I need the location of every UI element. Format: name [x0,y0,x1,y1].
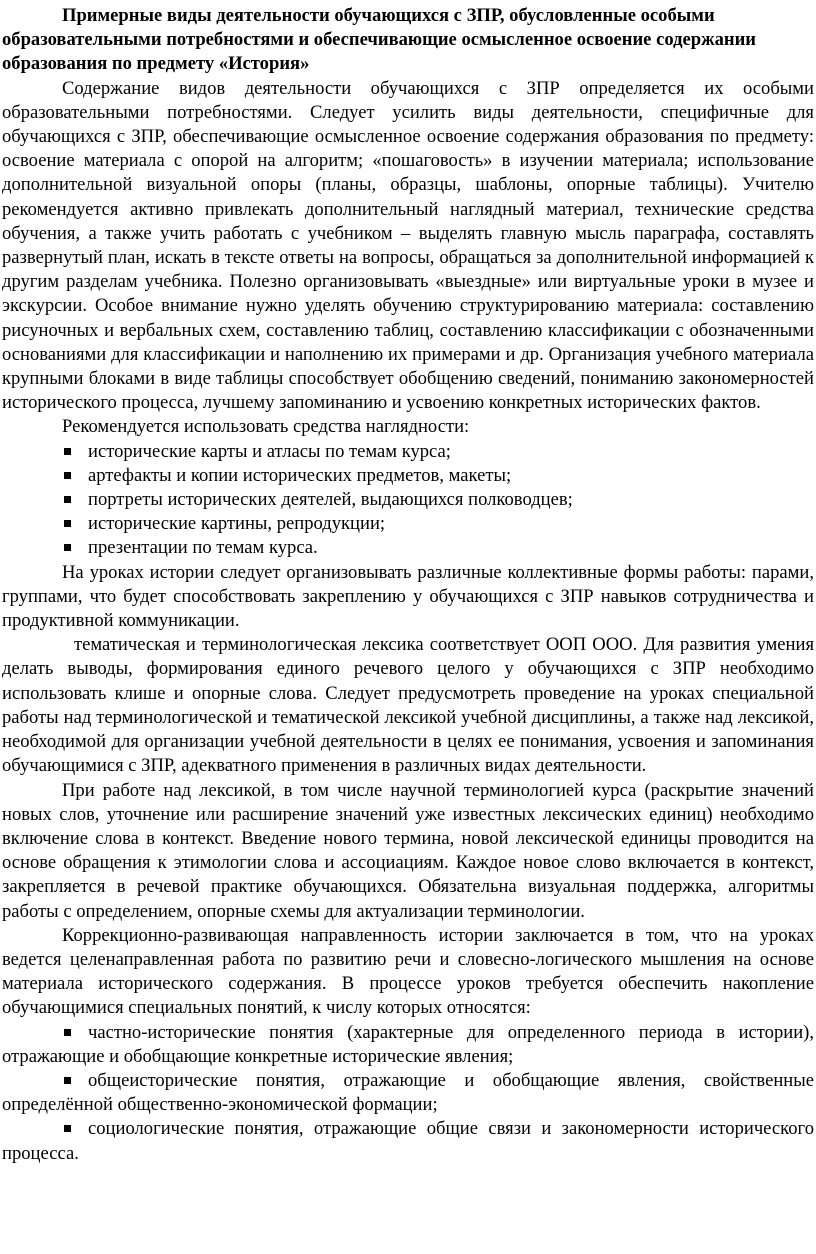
paragraph-activities: Содержание видов деятельности обучающихся с ЗПР определяется их особыми образовательными потребностями. Следует усилить виды деятельности, специфичные для обучающихся с ЗПР, обеспечивающие осмысленное освоение содержания образования по предмету: освоение материала с опорой на алгоритм; «пошаговость» в изучении материала; использование дополнительной визуальной опоры (планы, образцы, шаблоны, опорные таблицы). Учителю рекомендуется активно привлекать дополнительный наглядный материал, технические средства обучения, а также учить работать с учебником – выделять главную мысль параграфа, составлять развернутый план, искать в тексте ответы на вопросы, обращаться за дополнительной информацией к другим разделам учебника. Полезно организовывать «выездные» или виртуальные уроки в музее и экскурсии. Особое внимание нужно уделять обучению структурированию материала: составлению рисуночных и вербальных схем, составлению таблиц, составлению классификации с обозначенными основаниями для классификации и наполнению их примерами и др. Организация учебного материала крупными блоками в виде таблицы способствует обобщению сведений, пониманию закономерностей исторического процесса, лучшему запоминанию и усвоению конкретных исторических фактов. [2,77,814,414]
list-item: артефакты и копии исторических предметов, макеты; [2,464,814,488]
paragraph-visual-aids-intro: Рекомендуется использовать средства наглядности: [62,416,470,438]
list-item: исторические картины, репродукции; [2,512,814,536]
paragraph-terminology: При работе над лексикой, в том числе научной терминологией курса (раскрытие значений новых слов, уточнение или расширение значений уже известных лексических единиц) необходимо включение слова в контекст. Введение нового термина, новой лексической единицы проводится на основе обращения к этимологии слова и ассоциациям. Каждое новое слово включается в контекст, закрепляется в речевой практике обучающихся. Обязательна визуальная поддержка, алгоритмы работы с определением, опорные схемы для актуализации терминологии. [2,779,814,922]
list-item: портреты исторических деятелей, выдающихся полководцев; [2,488,814,512]
concept-text: общеисторические понятия, отражающие и обобщающие явления, свойственные определённой общественно-экономической формации; [2,1069,814,1116]
concept-text: социологические понятия, отражающие общие связи и закономерности исторического процесса. [2,1118,814,1164]
document-title: Примерные виды деятельности обучающихся с ЗПР, обусловленные особыми образовательными потребностями и обеспечивающие осмысленное освоение содержании образования по предмету «История» [2,5,757,75]
concept-item-sociological [2,1117,814,1165]
list-item: презентации по темам курса. [2,536,814,560]
bullet-square-icon [64,1077,71,1084]
concept-item-particular [2,1021,814,1069]
concept-text: частно-исторические понятия (характерные для определенного периода в истории), отражающие и обобщающие конкретные исторические явления; [2,1021,814,1067]
visual-aids-list [2,440,814,561]
document-page [2,4,814,1166]
paragraph-collective-work: На уроках истории следует организовывать различные коллективные формы работы: парами, группами, что будет способствовать закреплению у обучающихся с ЗПР навыков сотрудничества и продуктивной коммуникации. [2,561,814,632]
bullet-square-icon [64,1029,71,1036]
list-item: исторические карты и атласы по темам курса; [2,440,814,464]
bullet-square-icon [64,1125,71,1132]
paragraph-lexicon: тематическая и терминологическая лексика соответствует ООП ООО. Для развития умения делать выводы, формирования единого речевого целого у обучающихся с ЗПР необходимо использовать клише и опорные слова. Следует предусмотреть проведение на уроках специальной работы над терминологической и тематической лексикой учебной дисциплины, а также над лексикой, необходимой для организации учебной деятельности в целях ее понимания, усвоения и запоминания обучающимися с ЗПР, адекватного применения в различных видах деятельности. [2,634,814,777]
paragraph-correction: Коррекционно-развивающая направленность истории заключается в том, что на уроках ведется целенаправленная работа по развитию речи и словесно-логического мышления на основе материала исторического содержания. В процессе уроков требуется обеспечить накопление обучающимися специальных понятий, к числу которых относятся: [2,924,814,1019]
concept-item-general [2,1069,814,1117]
